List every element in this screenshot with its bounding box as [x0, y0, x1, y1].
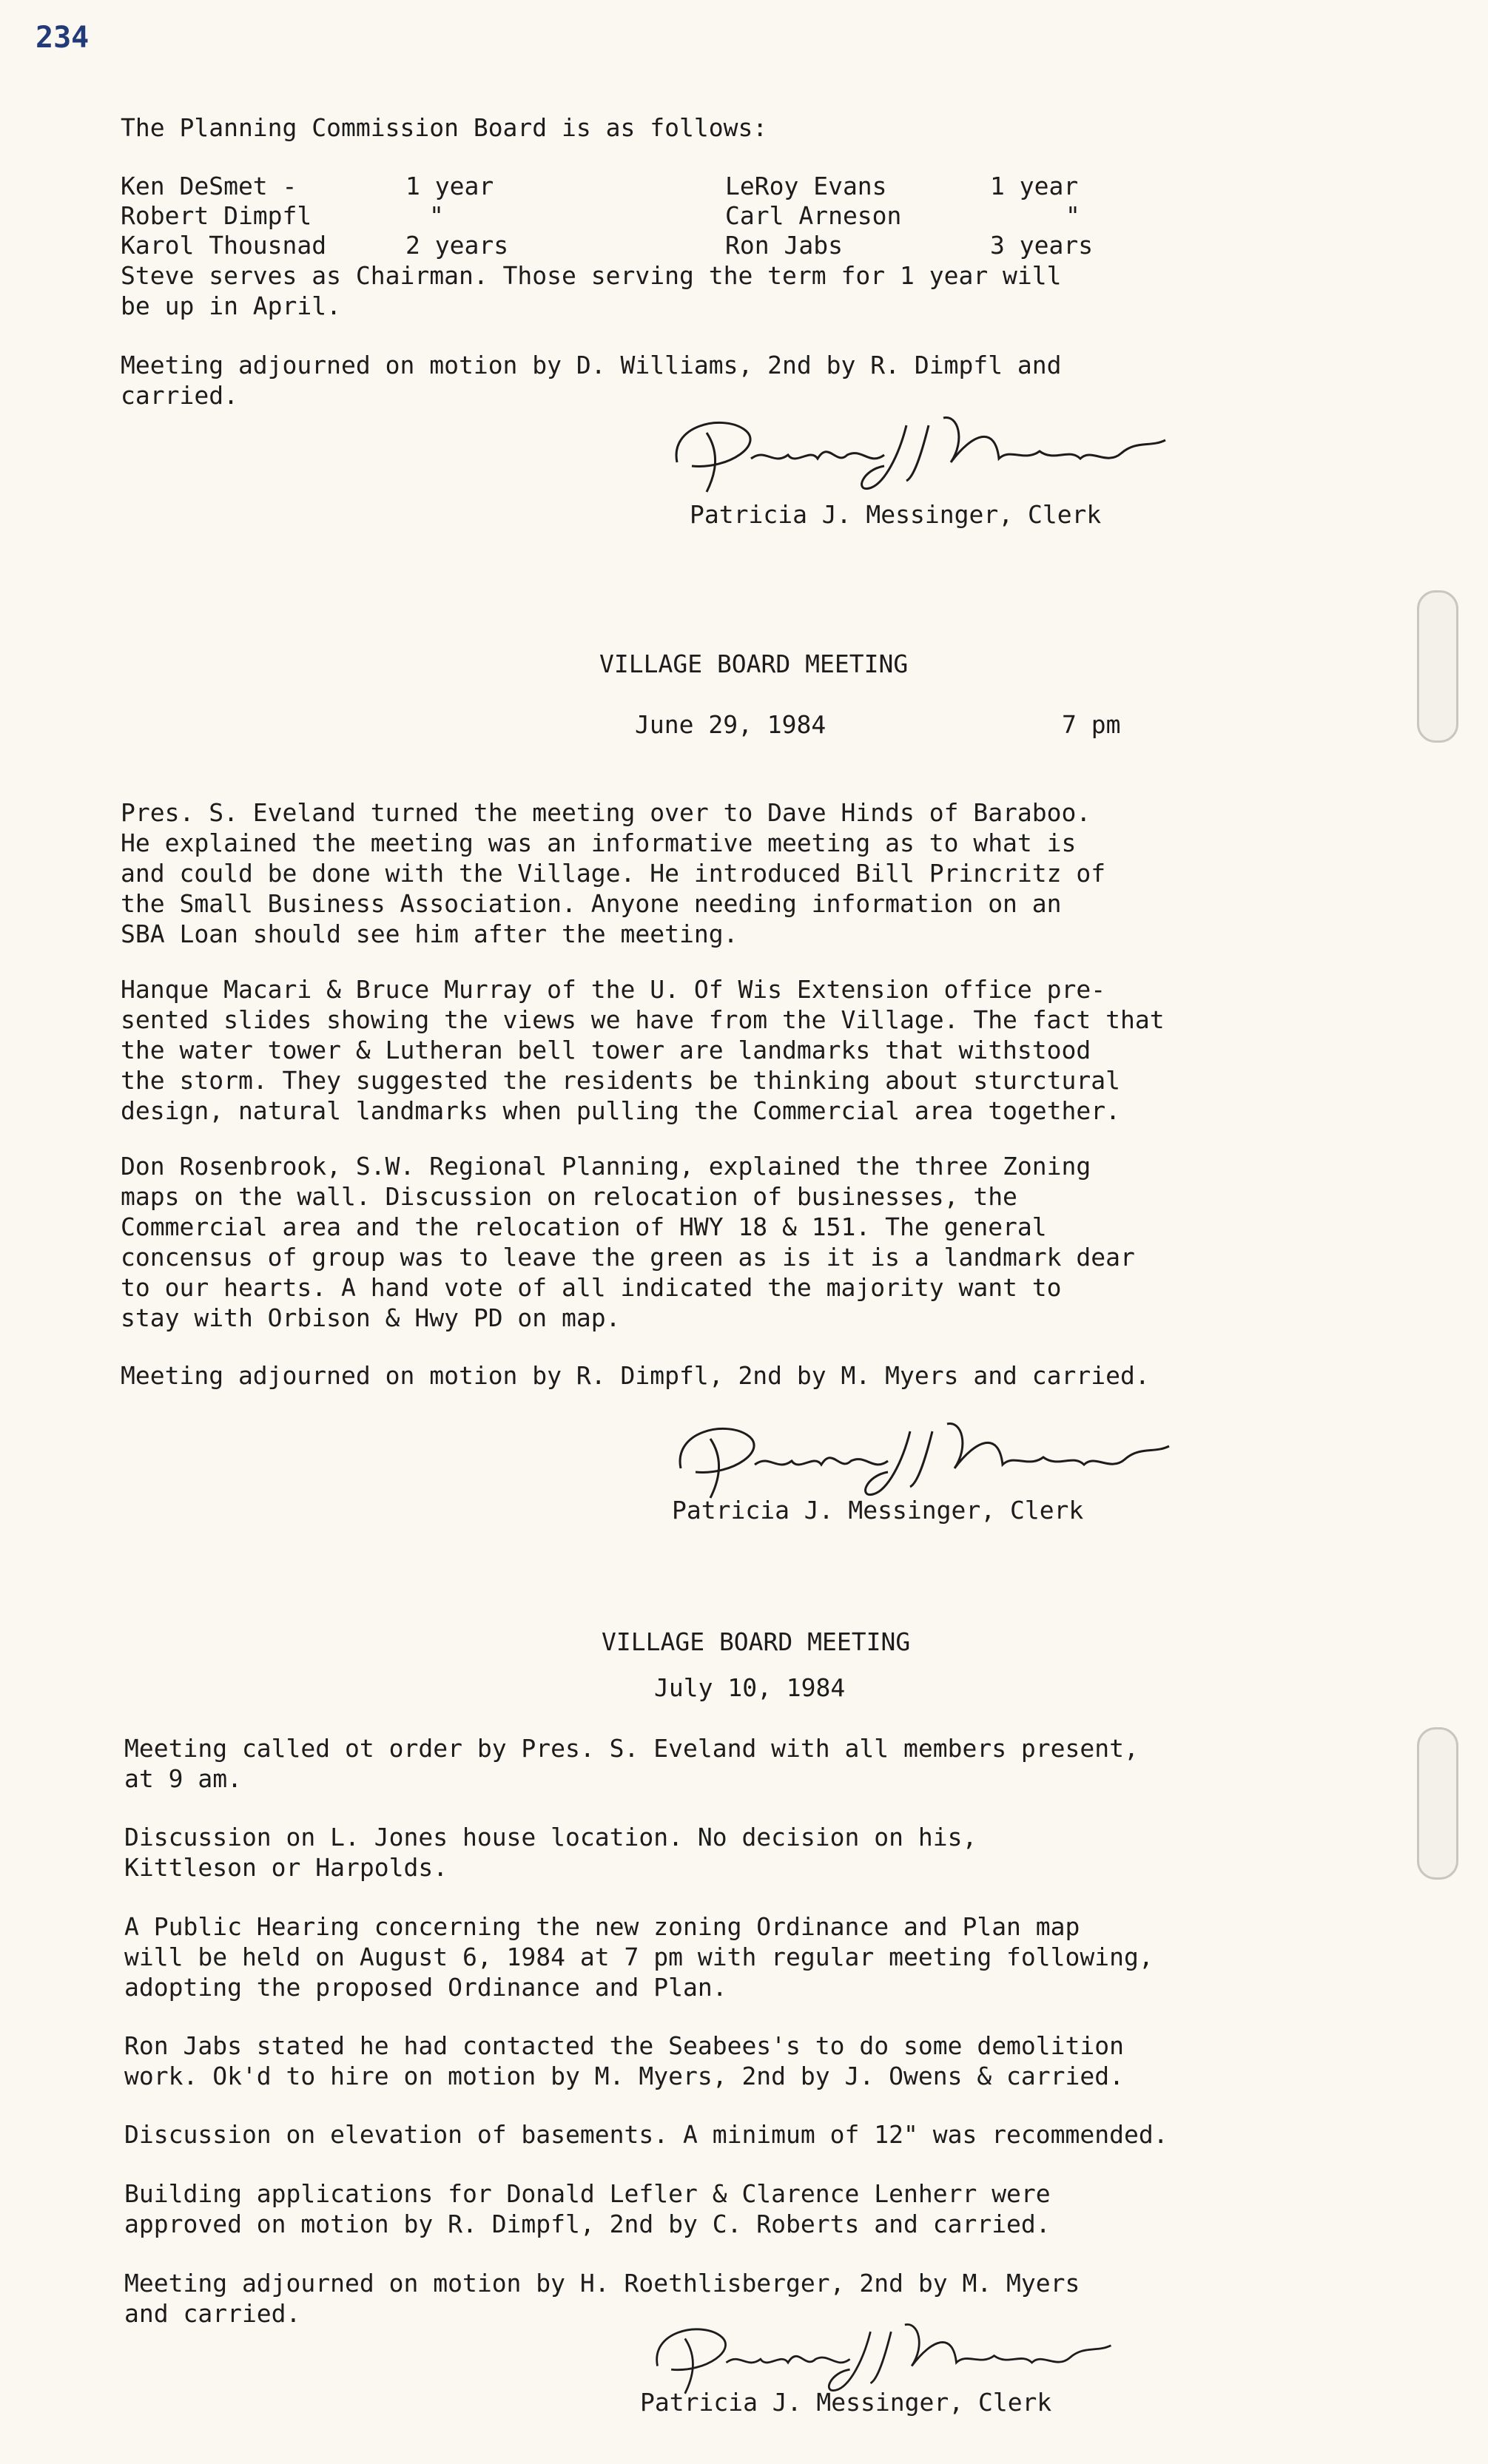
paragraph: A Public Hearing concerning the new zoning Ordinance and Plan map will be held on August 6, 1984 at 7 pm with regular meeting following, adopting the proposed Ordinance and Plan.: [124, 1912, 1154, 2002]
paragraph: Meeting called ot order by Pres. S. Eveland with all members present, at 9 am.: [124, 1734, 1139, 1793]
signature-scribble: [625, 2304, 1143, 2400]
member-term: ": [1065, 201, 1080, 230]
paragraph: Hanque Macari & Bruce Murray of the U. Of Wis Extension office pre- sented slides showing the views we have from the Village. The fact that the water tower & Lutheran bell tower are landmarks that withstood the storm. They suggested the residents be thinking about sturctural design, natural landmarks when pulling the Commercial area together.: [121, 975, 1165, 1125]
paragraph: Meeting adjourned on motion by H. Roethlisberger, 2nd by M. Myers and carried.: [124, 2269, 1080, 2328]
member-term: 3 years: [990, 231, 1094, 260]
binder-hole: [1417, 1727, 1458, 1880]
meeting-date: June 29, 1984: [635, 710, 827, 739]
signature-scribble: [659, 1402, 1191, 1505]
paragraph: Meeting adjourned on motion by R. Dimpfl, 2nd by M. Myers and carried.: [121, 1361, 1150, 1390]
paragraph: Don Rosenbrook, S.W. Regional Planning, explained the three Zoning maps on the wall. Discussion on relocation of businesses, the Commercial area and the relocation of HWY 18 & 151. The general concensus of group was to leave the green as is it is a landmark dear to our hearts. A hand vote of all indicated the majority want to stay with Orbison & Hwy PD on map.: [121, 1152, 1135, 1332]
paragraph: Building applications for Donald Lefler & Clarence Lenherr were approved on motion by R. Dimpfl, 2nd by C. Roberts and carried.: [124, 2179, 1051, 2238]
signature: [625, 2304, 1143, 2400]
member-name: Carl Arneson: [725, 201, 902, 230]
member-name: Karol Thousnad: [121, 231, 327, 260]
paragraph: Pres. S. Eveland turned the meeting over to Dave Hinds of Baraboo. He explained the meeting was an informative meeting as to what is and could be done with the Village. He introduced Bill Princritz of the Small Business Association. Anyone needing information on an SBA Loan should see him after the meeting.: [121, 798, 1106, 948]
member-name: Robert Dimpfl: [121, 201, 312, 230]
member-name: Ron Jabs: [725, 231, 843, 260]
signature-scribble: [662, 396, 1180, 499]
paragraph: Discussion on elevation of basements. A minimum of 12" was recommended.: [124, 2120, 1168, 2149]
page-number: 234: [36, 21, 90, 55]
meeting-title: VILLAGE BOARD MEETING: [602, 1627, 911, 1656]
planning-adjourn: Meeting adjourned on motion by D. Williams, 2nd by R. Dimpfl and carried.: [121, 351, 1062, 410]
member-term: 1 year: [990, 172, 1079, 200]
signature: [659, 1402, 1191, 1505]
planning-intro: The Planning Commission Board is as follows:: [121, 113, 768, 142]
meeting-date: July 10, 1984: [654, 1673, 846, 1702]
meeting-time: 7 pm: [1062, 710, 1121, 739]
planning-note: Steve serves as Chairman. Those serving the term for 1 year will be up in April.: [121, 261, 1062, 320]
paragraph: Discussion on L. Jones house location. No decision on his, Kittleson or Harpolds.: [124, 1823, 977, 1882]
clerk-name: Patricia J. Messinger, Clerk: [672, 1496, 1084, 1525]
signature: [662, 396, 1180, 499]
clerk-name: Patricia J. Messinger, Clerk: [640, 2388, 1052, 2417]
member-term: 2 years: [405, 231, 509, 260]
paragraph: Ron Jabs stated he had contacted the Seabees's to do some demolition work. Ok'd to hire on motion by M. Myers, 2nd by J. Owens & carried.: [124, 2031, 1125, 2090]
meeting-title: VILLAGE BOARD MEETING: [599, 649, 909, 678]
member-name: Ken DeSmet -: [121, 172, 297, 200]
member-name: LeRoy Evans: [725, 172, 887, 200]
member-term: 1 year: [405, 172, 494, 200]
binder-hole: [1417, 590, 1458, 743]
clerk-name: Patricia J. Messinger, Clerk: [690, 500, 1102, 529]
member-term: ": [429, 201, 444, 230]
